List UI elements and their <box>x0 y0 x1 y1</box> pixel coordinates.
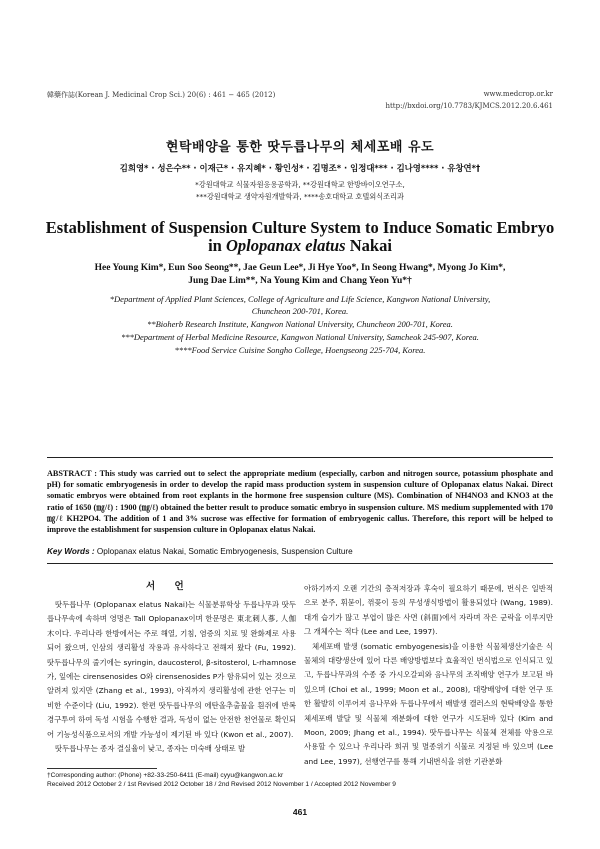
english-affiliation-3: ***Department of Herbal Medicine Resource, Kangwon National University, Samcheok 245-907, Korea. <box>121 332 479 342</box>
right-paragraph-1: 아하기까지 오랜 기간의 층적저장과 후숙이 필요하기 때문에, 번식은 일반적으로 분주, 휘묻이, 꺾꽂이 등의 무성생식방법이 활용되었다 (Wang, 1989). 대개 습기가 많고 부엽이 많은 사면 (斜面)에서 자라며 작은 군락을 이루지만 그 개체수는 적다 (Lee and Lee, 1997). <box>304 584 553 637</box>
abstract-label: ABSTRACT : <box>47 469 97 478</box>
keywords-text: Oplopanax elatus Nakai, Somatic Embryogenesis, Suspension Culture <box>96 547 353 556</box>
left-paragraph-1: 땃두릅나무 (Oplopanax elatus Nakai)는 식물분류학상 두릅나무과 땃두릅나무속에 속하며 영명은 Tall Oplopanax이며 한문명은 東北刺人蔘, 人伽木이다. 우리나라 한방에서는 주로 해열, 기침, 염증의 치료 및 완화제로 사용되어 왔으며, 인삼의 생리활성 작용과 유사하다고 전해져 왔다 (Fu, 1992). 땃두릅나무의 줄기에는 syringin, daucosterol, β-sitosterol, L-rhamnose가, 잎에는 cirensenosides O와 cirensenosides P가 함유되어 있는 것으로 알려져 있지만 (Zhang et al., 1993), 아직까지 생리활성에 관한 연구는 미비한 수준이다 (Liu, 1992). 한편 땃두릅나무의 에탄올추출물을 흰쥐에 반복경구투여 하여 독성 시험을 수행한 결과, 독성이 없는 안전한 천연물로 확인되어 기능성식품으로서의 개발 가능성이 제기된 바 있다 (Kwon et al., 2007). <box>47 600 296 739</box>
left-column <box>47 598 296 756</box>
journal-citation: 韓藥作誌(Korean J. Medicinal Crop Sci.) 20(6) : 461 − 465 (2012) <box>47 91 276 99</box>
english-affiliation-1: *Department of Applied Plant Sciences, College of Agriculture and Life Science, Kangwon National University, <box>109 294 491 304</box>
english-authors-line-1: Hee Young Kim*, Eun Soo Seong**, Jae Geun Lee*, Ji Hye Yoo*, In Seong Hwang*, Myong Jo Kim*, <box>94 263 506 273</box>
left-paragraph-2: 땃두릅나무는 종자 결실율이 낮고, 종자는 미숙배 상태로 발 <box>55 744 246 754</box>
english-affiliation-1b: Chuncheon 200-701, Korea. <box>251 306 349 316</box>
english-affiliation-4: ****Food Service Cuisine Songho College, Hoengseong 225-704, Korea. <box>174 345 426 355</box>
english-title-line-2 <box>0 237 600 255</box>
keywords <box>47 547 553 556</box>
abstract-top-rule <box>47 457 553 458</box>
korean-affiliation-2: ***강원대학교 생약자원개발학과, ****송호대학교 호텔외식조리과 <box>196 192 404 201</box>
english-authors-line-2: Jung Dae Lim**, Na Young Kim and Chang Yeon Yu*† <box>188 276 412 286</box>
journal-website[interactable]: www.medcrop.or.kr <box>483 90 553 98</box>
doi-link[interactable]: http://bxdoi.org/10.7783/KJMCS.2012.20.6.461 <box>385 102 553 110</box>
right-column <box>304 582 553 769</box>
english-title-line-1: Establishment of Suspension Culture System to Induce Somatic Embryo <box>45 218 555 237</box>
page-number: 461 <box>292 807 308 817</box>
abstract-text: This study was carried out to select the appropriate medium (especially, carbon and nitrogen source, potassium phosphate and pH) for somatic embryogenesis in order to develop the rapid mass production system in suspension culture of Oplopanax elatus Nakai. Direct somatic embryos were obtained from root explants in the hormone free suspension culture (MS). Combination of NH4NO3 and KNO3 at the ratio of 1650 (㎎/ℓ) : 1900 (㎎/ℓ) obtained the better result to produce somatic embryo in suspension culture. MS medium supplemented with 170 ㎎/ℓ KH2PO4. The addition of 1 and 3% sucrose was effective for formation of embryogenic callus. Therefore, this report will be helped to improve the establishment for suspension culture in Oplopanax elatus Nakai. <box>47 469 554 535</box>
footnote-rule <box>47 768 157 769</box>
korean-affiliation-1: *강원대학교 식물자원응용공학과, **강원대학교 한방바이오연구소, <box>195 180 405 189</box>
abstract-bottom-rule <box>47 563 553 564</box>
korean-title: 현탁배양을 통한 땃두릅나무의 체세포배 유도 <box>165 140 435 155</box>
corresponding-author-note: †Corresponding author: (Phone) +82-33-250-6411 (E-mail) cyyu@kangwon.ac.kr <box>47 772 284 779</box>
section-heading-introduction: 서 언 <box>146 581 192 592</box>
abstract <box>47 468 553 535</box>
keywords-label: Key Words : <box>47 547 95 556</box>
korean-authors: 김희영* · 성은수** · 이재근* · 유지혜* · 황인성* · 김명조* · 임정대*** · 김나영**** · 유창연*† <box>119 163 481 173</box>
right-paragraph-2: 체세포배 발생 (somatic embyogenesis)을 이용한 식물체생산기술은 식물체의 대량생산에 있어 다른 배양방법보다 효율적인 번식법으로 인식되고 있고, 두릅나무과의 수종 중 가시오갈피와 음나무의 조직배양 연구가 보고된 바 있으며 (Choi et al., 1999; Moon et al., 2008), 대량배양에 대한 연구 또한 활발히 이루어져 음나무와 두릅나무에서 배발생 캘러스의 현탁배양을 통한 체세포배 발달 및 식물체 재분화에 대한 연구가 시도된바 있다 (Kim and Moon, 2009; Jhang et al., 1994). 땃두릅나무는 식물체 전체를 약용으로 사용할 수 있으나 우리나라 희귀 및 멸종위기 식물로 지정된 바 있으며 (Lee and Lee, 1997), 선행연구를 통해 기내번식을 위한 기관분화 <box>304 641 553 766</box>
english-title-line-2-text: in Oplopanax elatus Nakai <box>208 236 392 255</box>
english-affiliation-2: **Bioherb Research Institute, Kangwon National University, Chuncheon 200-701, Korea. <box>147 319 453 329</box>
received-dates-note: Received 2012 October 2 / 1st Revised 2012 October 18 / 2nd Revised 2012 November 1 / Accepted 2012 November 9 <box>47 781 396 788</box>
